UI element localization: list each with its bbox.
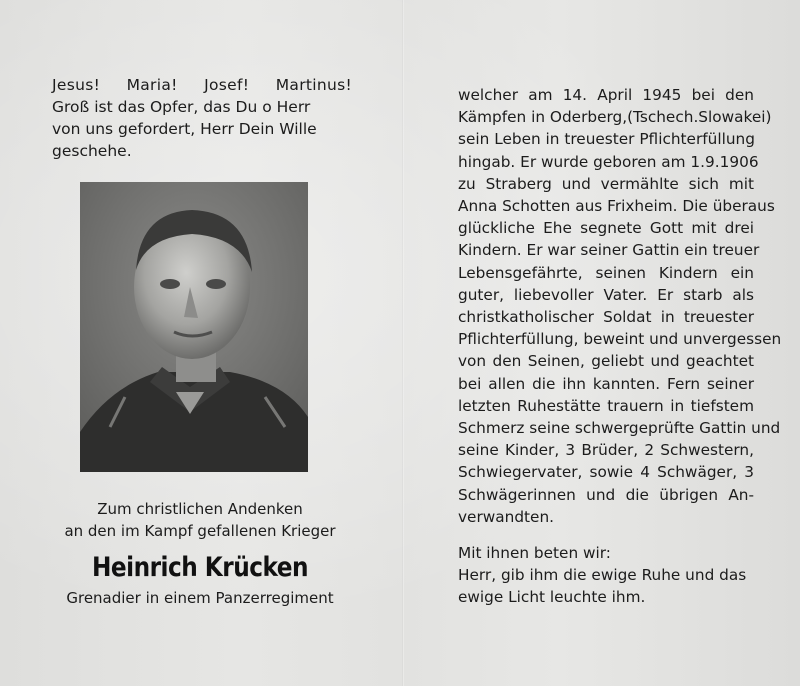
biography-line: hingab. Er wurde geboren am 1.9.1906 (458, 152, 759, 171)
biography-line: Lebensgefährte, seinen Kindern ein (458, 263, 754, 282)
biography-line: glückliche Ehe segnete Gott mit drei (458, 219, 754, 238)
biography-line: guter, liebevoller Vater. Er starb als (458, 285, 754, 304)
dedication-line: an den im Kampf gefallenen Krieger (64, 522, 336, 540)
biography-line: zu Straberg und vermählte sich mit (458, 174, 754, 193)
verse-line: von uns gefordert, Herr Dein Wille (52, 120, 317, 138)
deceased-name: Heinrich Krücken (91, 552, 309, 583)
invocation-word: Martinus! (275, 76, 352, 94)
prayer (458, 542, 754, 609)
card-fold (402, 0, 404, 686)
prayer-intro: Mit ihnen beten wir: (458, 544, 611, 563)
portrait-image (80, 182, 308, 472)
biography-line: bei allen die ihn kannten. Fern seiner (458, 374, 754, 393)
biography-line: letzten Ruhestätte trauern in tiefstem (458, 396, 754, 415)
biography-line: verwandten. (458, 507, 555, 526)
invocation (52, 74, 352, 96)
dedication (40, 498, 360, 542)
biography-line: Pflichterfüllung, beweint und unvergessen (458, 330, 782, 349)
biography-line: Schwiegervater, sowie 4 Schwäger, 3 (458, 463, 754, 482)
verse-line: geschehe. (52, 142, 132, 160)
biography-line: Schwägerinnen und die übrigen An- (458, 485, 754, 504)
biography-line: von den Seinen, geliebt und geachtet (458, 352, 754, 371)
invocation-word: Jesus! (52, 76, 101, 94)
biography-line: seine Kinder, 3 Brüder, 2 Schwestern, (458, 441, 754, 460)
invocation-word: Josef! (204, 76, 250, 94)
biography-line: Schmerz seine schwergeprüfte Gattin und (458, 419, 781, 438)
dedication-line: Zum christlichen Andenken (97, 500, 303, 518)
portrait-photo (80, 182, 308, 472)
military-rank: Grenadier in einem Panzerregiment (66, 589, 334, 607)
left-panel (52, 74, 352, 162)
biography-line: sein Leben in treuester Pflichterfüllung (458, 130, 755, 149)
biography-line: Anna Schotten aus Frixheim. Die überaus (458, 197, 775, 216)
biography-line: welcher am 14. April 1945 bei den (458, 86, 754, 104)
invocation-word: Maria! (126, 76, 178, 94)
verse-line: Groß ist das Opfer, das Du o Herr (52, 98, 311, 116)
biography (458, 84, 782, 528)
verse (52, 96, 352, 162)
prayer-line: ewige Licht leuchte ihm. (458, 588, 646, 607)
biography-line: Kämpfen in Oderberg,(Tschech.Slowakei) (458, 108, 772, 127)
prayer-line: Herr, gib ihm die ewige Ruhe und das (458, 566, 747, 585)
biography-line: christkatholischer Soldat in treuester (458, 308, 754, 327)
biography-line: Kindern. Er war seiner Gattin ein treuer (458, 241, 760, 260)
right-panel (458, 84, 782, 609)
